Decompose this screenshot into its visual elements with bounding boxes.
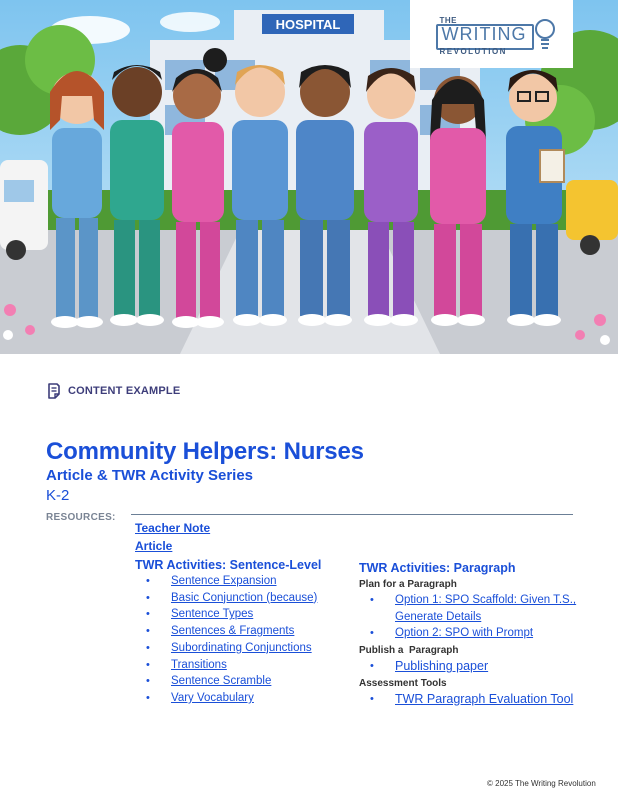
option1-line2: Generate Details <box>395 610 482 623</box>
sentences-fragments-link[interactable]: Sentences & Fragments <box>171 625 295 638</box>
list-item <box>135 673 321 690</box>
writing-revolution-logo <box>410 0 573 68</box>
list-item <box>135 690 321 707</box>
page-subtitle: Article & TWR Activity Series <box>46 467 254 484</box>
hospital-sign: HOSPITAL <box>275 17 341 32</box>
resources-label: RESOURCES: <box>46 512 116 523</box>
list-item <box>359 625 576 642</box>
publish-list <box>359 658 576 675</box>
teacher-note-link[interactable]: Teacher Note <box>135 521 211 535</box>
list-item <box>359 592 576 625</box>
list-item <box>135 606 321 623</box>
vary-vocabulary-link[interactable]: Vary Vocabulary <box>171 691 254 704</box>
list-item <box>135 640 321 657</box>
basic-conjunction-link[interactable]: Basic Conjunction (because) <box>171 591 318 604</box>
paragraph-column <box>359 559 576 708</box>
option1-spo-scaffold-link[interactable] <box>395 592 576 625</box>
logo-revolution: REVOLUTION <box>439 47 507 56</box>
transitions-link[interactable]: Transitions <box>171 658 227 671</box>
grade-level: K-2 <box>46 487 70 504</box>
page-title: Community Helpers: Nurses <box>46 438 364 465</box>
sentence-expansion-link[interactable]: Sentence Expansion <box>171 575 277 587</box>
lightbulb-icon <box>534 18 556 52</box>
list-item <box>135 590 321 607</box>
content-example-label: CONTENT EXAMPLE <box>68 385 181 397</box>
list-item <box>359 658 576 675</box>
assessment-list <box>359 691 576 708</box>
logo-the: THE <box>439 16 457 25</box>
sentence-level-column <box>135 521 321 707</box>
subordinating-conjunctions-link[interactable]: Subordinating Conjunctions <box>171 641 312 654</box>
resources-divider <box>131 514 573 515</box>
article-link[interactable]: Article <box>135 539 173 553</box>
content-example-tag <box>47 383 180 399</box>
publish-paragraph-heading: Publish a Paragraph <box>359 645 459 657</box>
option2-spo-prompt-link[interactable]: Option 2: SPO with Prompt <box>395 627 534 640</box>
hero-illustration <box>0 0 618 354</box>
sentence-scramble-link[interactable]: Sentence Scramble <box>171 675 272 688</box>
copyright-footer: © 2025 The Writing Revolution <box>487 779 596 788</box>
list-item <box>359 691 576 708</box>
list-item <box>135 623 321 640</box>
plan-list <box>359 592 576 642</box>
sentence-level-heading: TWR Activities: Sentence-Level <box>135 558 322 572</box>
assessment-tools-heading: Assessment Tools <box>359 677 447 689</box>
plan-paragraph-heading: Plan for a Paragraph <box>359 579 457 590</box>
paragraph-heading: TWR Activities: Paragraph <box>359 561 516 575</box>
option1-line1: Option 1: SPO Scaffold: Given T.S., <box>395 594 577 606</box>
sentence-types-link[interactable]: Sentence Types <box>171 608 254 621</box>
sentence-level-list <box>135 573 321 707</box>
document-icon <box>47 383 61 399</box>
logo-writing: WRITING <box>441 24 527 44</box>
paragraph-evaluation-tool-link[interactable]: TWR Paragraph Evaluation Tool <box>395 691 574 706</box>
list-item <box>135 573 321 590</box>
publishing-paper-link[interactable]: Publishing paper <box>395 659 489 674</box>
list-item <box>135 657 321 674</box>
